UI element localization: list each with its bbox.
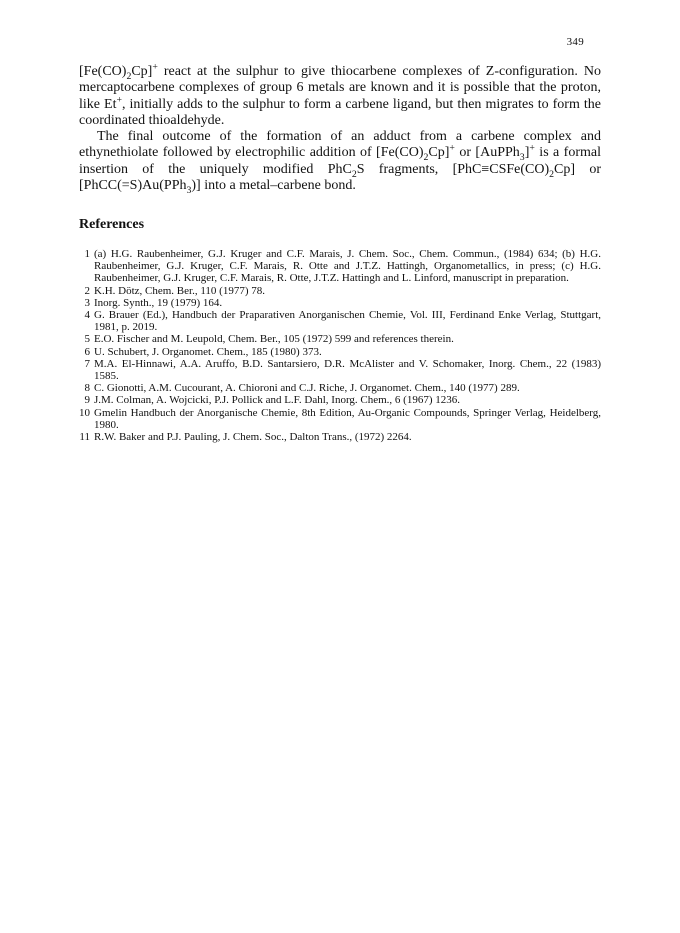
text-run: S fragments, [PhC≡CSFe(CO) — [356, 161, 550, 177]
reference-text: G. Brauer (Ed.), Handbuch der Praparativen Anorganischen Chemie, Vol. III, Ferdinand Enke Verlag, Stuttgart, 1981, p. 2019. — [94, 309, 601, 334]
reference-text: Inorg. Synth., 19 (1979) 164. — [94, 296, 223, 309]
text-run: The final outcome of the formation of an adduct from a carbene complex and ethynethiolate followed by electrophilic addition of [Fe(CO) — [79, 129, 601, 161]
text-run: is a formal insertion of the uniquely modified PhC — [79, 145, 601, 177]
reference-text: C. Gionotti, A.M. Cucourant, A. Chioroni and C.J. Riche, J. Organomet. Chem., 140 (1977) 289. — [94, 382, 520, 395]
reference-text: M.A. El-Hinnawi, A.A. Aruffo, B.D. Santarsiero, D.R. McAlister and V. Schomaker, Inorg. Chem., 22 (1983) 1585. — [94, 357, 601, 383]
reference-number: 9 — [84, 394, 90, 407]
reference-item — [79, 346, 601, 358]
text-run: )] into a metal–carbene bond. — [191, 178, 356, 194]
reference-item — [79, 309, 601, 333]
subscript: 2 — [126, 70, 132, 82]
subscript: 2 — [351, 168, 357, 180]
reference-number: 6 — [84, 345, 90, 358]
superscript: + — [529, 142, 535, 154]
reference-text: (a) H.G. Raubenheimer, G.J. Kruger and C.F. Marais, J. Chem. Soc., Chem. Commun., (1984) 634; (b) H.G. Raubenheimer, G.J. Kruger, C.F. Marais, R. Otte and J.T.Z. Hattingh, Organometallics, in press; (c) H.G. Raubenheimer, G.J. Kruger, C.F. Marais, R. Otte, J.T.Z. Hattingh and L. Linford, manuscript in preparation. — [94, 248, 601, 285]
reference-number: 1 — [84, 248, 90, 260]
reference-text: J.M. Colman, A. Wojcicki, P.J. Pollick and L.F. Dahl, Inorg. Chem., 6 (1967) 1236. — [94, 394, 461, 407]
reference-text: K.H. Dötz, Chem. Ber., 110 (1977) 78. — [94, 284, 265, 297]
superscript: + — [449, 142, 455, 154]
text-run: Cp] — [428, 145, 450, 161]
reference-text: Gmelin Handbuch der Anorganische Chemie, 8th Edition, Au-Organic Compounds, Springer Verlag, Heidelberg, 1980. — [94, 406, 601, 431]
reference-number: 2 — [84, 284, 90, 297]
reference-number: 10 — [79, 406, 90, 419]
reference-number: 3 — [84, 296, 90, 309]
superscript: + — [116, 93, 122, 105]
reference-item — [79, 431, 601, 443]
text-run: [Fe(CO) — [79, 64, 127, 79]
reference-item — [79, 285, 601, 297]
reference-number: 8 — [84, 382, 90, 395]
subscript: 2 — [549, 168, 555, 180]
reference-number: 5 — [84, 333, 90, 346]
reference-text: R.W. Baker and P.J. Pauling, J. Chem. Soc., Dalton Trans., (1972) 2264. — [94, 431, 412, 444]
subscript: 3 — [519, 152, 525, 164]
reference-text: U. Schubert, J. Organomet. Chem., 185 (1980) 373. — [94, 345, 322, 358]
page-number: 349 — [566, 36, 584, 48]
reference-item — [79, 407, 601, 431]
text-run: Cp] — [131, 64, 153, 79]
body-text — [79, 61, 601, 196]
reference-item — [79, 297, 601, 309]
reference-list — [79, 248, 601, 443]
paragraph-1 — [79, 61, 601, 129]
superscript: + — [152, 61, 158, 73]
reference-item — [79, 333, 601, 345]
reference-item — [79, 248, 601, 285]
subscript: 3 — [186, 184, 192, 196]
reference-number: 7 — [84, 357, 90, 370]
reference-number: 4 — [84, 309, 90, 322]
text-run: ] — [524, 145, 530, 161]
text-run: Cp] or [PhCC(=S)Au(PPh — [79, 161, 601, 194]
text-run: react at the sulphur to give thiocarbene complexes of Z-configuration. No mercaptocarbene complexes of group 6 metals are known and it is possible that the proton, like Et — [79, 64, 601, 112]
text-run: or [AuPPh — [454, 145, 520, 161]
subscript: 2 — [423, 152, 429, 164]
reference-item — [79, 394, 601, 406]
reference-item — [79, 358, 601, 382]
references-heading: References — [79, 217, 145, 232]
reference-number: 11 — [79, 431, 90, 444]
paragraph-2 — [79, 129, 601, 194]
reference-text: E.O. Fischer and M. Leupold, Chem. Ber., 105 (1972) 599 and references therein. — [94, 333, 454, 346]
text-run: , initially adds to the sulphur to form a carbene ligand, but then migrates to form the coordinated thioaldehyde. — [79, 96, 601, 128]
reference-item — [79, 382, 601, 394]
